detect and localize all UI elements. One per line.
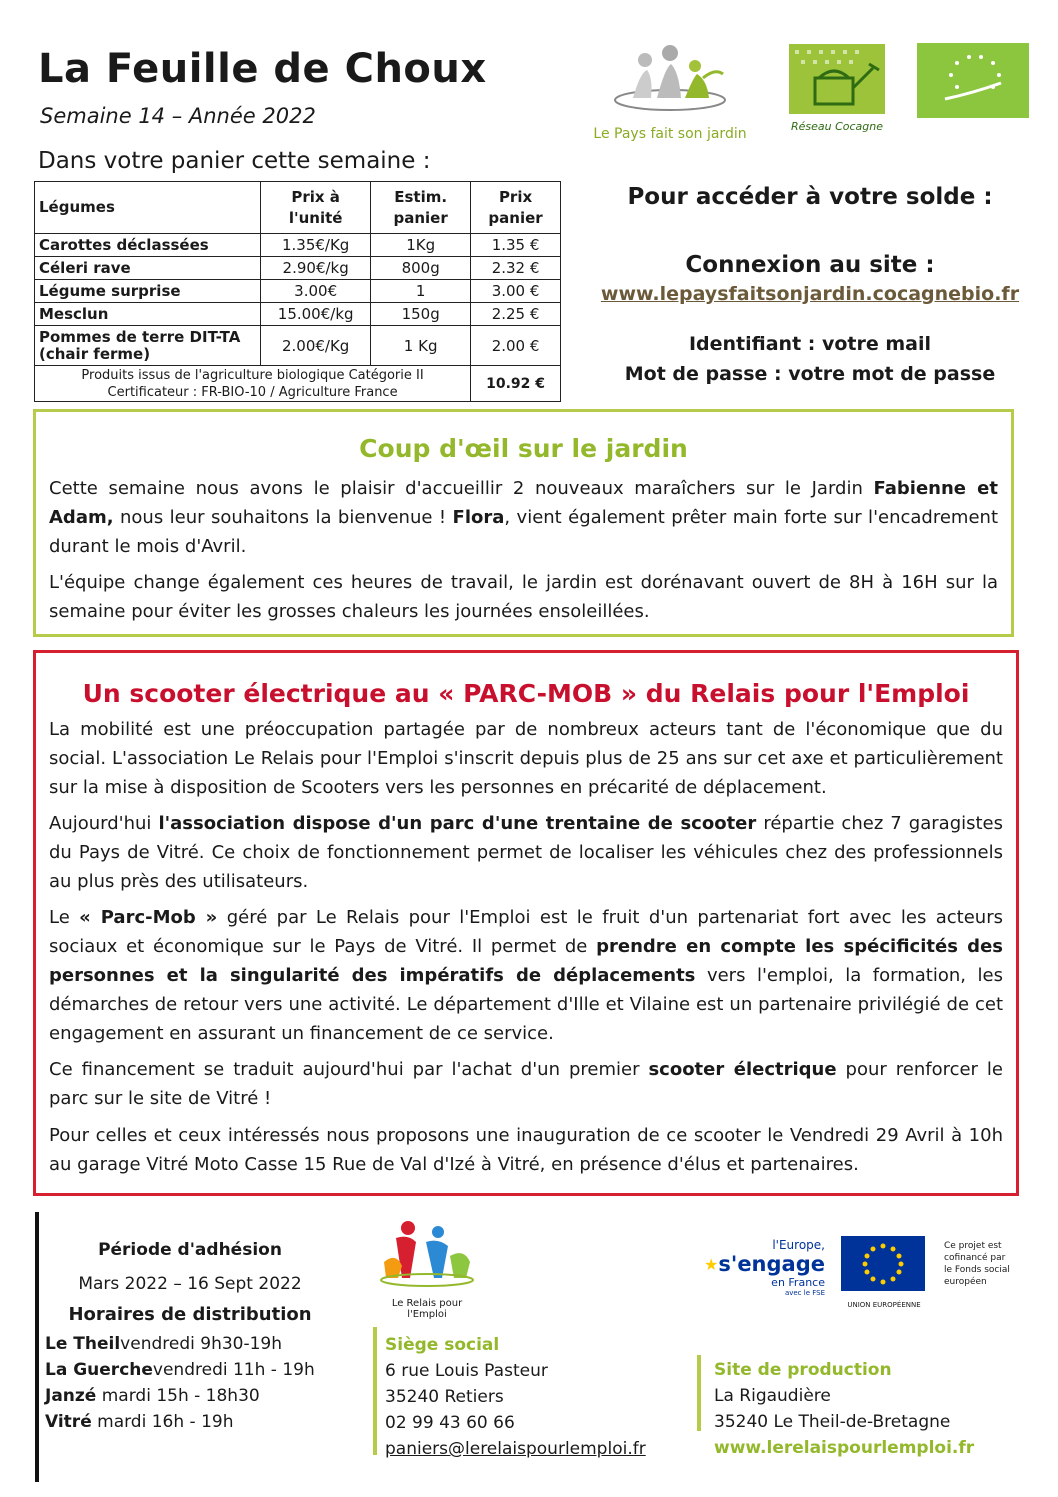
fse-note: Ce projet est cofinancé par le Fonds social européen [944,1241,1010,1287]
garden-title: Coup d'œil sur le jardin [359,434,688,463]
watering-can-icon [789,44,885,114]
people-icon [585,38,755,118]
relais-caption: Le Relais pour l'Emploi [391,1298,463,1320]
solde-heading: Pour accéder à votre solde : [627,184,993,210]
garden-section [33,409,1014,637]
list-item: Janzé mardi 15h - 18h30 [45,1386,260,1406]
period-dates: Mars 2022 – 16 Sept 2022 [78,1274,302,1294]
scooter-paragraph-3: Le « Parc-Mob » géré par Le Relais pour l'Emploi est le fruit d'un partenariat fort avec les acteurs sociaux et économique sur le Pays de Vitré. Il permet de prendre en compte les spécificités des personnes et la singularité des impératifs de déplacements vers l'emploi, la formation, les démarches de retour vers une activité. Le département d'Ille et Vilaine est un partenaire privilégié de cet engagement en assurant un financement de ce service. [49,907,1003,1044]
europe-line1: l'Europe, [772,1238,825,1252]
col-header-basket-price: Prix panier [471,182,561,234]
site-link[interactable]: www.lepaysfaitsonjardin.cocagnebio.fr [600,283,1020,305]
eu-organic-logo [917,43,1029,118]
scooter-paragraph-5: Pour celles et ceux intéressés nous proposons une inauguration de ce scooter le Vendredi 29 Avril à 10h au garage Vitré Moto Casse 15 Rue de Val d'Izé à Vitré, en présence d'élus et partenaires. [49,1125,1003,1175]
siege-email-link[interactable]: paniers@lerelaispourlemploi.fr [385,1439,646,1459]
table-row: Céleri rave 2.90€/kg 800g 2.32 € [35,257,561,280]
col-header-unit-price: Prix à l'unité [261,182,371,234]
scooter-paragraph-4: Ce financement se traduit aujourd'hui par l'achat d'un premier scooter électrique pour renforcer le parc sur le site de Vitré ! [49,1059,1003,1109]
week-subtitle: Semaine 14 – Année 2022 [40,104,316,128]
table-row: Mesclun 15.00€/kg 150g 2.25 € [35,303,561,326]
basket-total: 10.92 € [471,366,561,402]
organic-note: Produits issus de l'agriculture biologique Catégorie II [81,367,424,383]
site-heading: Site de production [714,1360,892,1380]
list-item: La Guerchevendredi 11h - 19h [45,1360,315,1380]
table-footer-row [35,366,561,402]
production-block [714,1357,974,1461]
europe-line3: en France [771,1276,825,1289]
table-row: Carottes déclassées 1.35€/Kg 1Kg 1.35 € [35,234,561,257]
scooter-paragraph-1: La mobilité est une préoccupation partagée par de nombreux acteurs tant de l'économique que du social. L'association Le Relais pour l'Emploi s'inscrit depuis plus de 25 ans sur cet axe et particulièrement sur la mise à disposition de Scooters vers les personnes en précarité de déplacement. [49,719,1003,798]
hours-list [45,1331,335,1435]
scooter-section [33,650,1019,1196]
europe-star-icon: ★ [704,1254,719,1274]
siege-address: 6 rue Louis Pasteur [385,1361,548,1381]
col-header-legumes: Légumes [35,182,261,234]
eu-flag-logo [841,1236,927,1316]
eu-organic-leaf-icon [917,43,1029,118]
list-item: Vitré mardi 16h - 19h [45,1412,234,1432]
basket-heading: Dans votre panier cette semaine : [38,148,431,174]
site-city: 35240 Le Theil-de-Bretagne [714,1412,951,1432]
col-header-estimate: Estim. panier [371,182,471,234]
siege-bar [373,1327,377,1455]
relais-people-icon [372,1218,482,1290]
site-url-link[interactable]: www.lerelaispourlemploi.fr [714,1438,975,1458]
scooter-title: Un scooter électrique au « PARC-MOB » du Relais pour l'Emploi [82,679,970,708]
garden-paragraph-1: Cette semaine nous avons le plaisir d'accueillir 2 nouveaux maraîchers sur le Jardin Fabienne et Adam, nous leur souhaitons la bienvenue ! Flora, vient également prêter main forte sur l'encadrement durant le mois d'Avril. [49,478,998,557]
europe-line2: s'engage [718,1252,825,1276]
eu-caption: UNION EUROPÉENNE [847,1301,921,1309]
certifier-note: Certificateur : FR-BIO-10 / Agriculture France [107,384,398,400]
connect-heading: Connexion au site : [685,252,935,278]
pays-logo-caption: Le Pays fait son jardin [593,126,747,142]
siege-block [385,1332,646,1462]
page-title: La Feuille de Choux [38,46,487,92]
europe-sengage-logo [705,1238,825,1308]
relais-logo [372,1218,482,1320]
eu-flag-icon [841,1236,925,1291]
membership-block [45,1240,335,1435]
cocagne-caption: Réseau Cocagne [790,120,884,133]
hours-heading: Horaires de distribution [68,1304,312,1325]
site-place: La Rigaudière [714,1386,831,1406]
pays-jardin-logo [585,38,755,142]
period-heading: Période d'adhésion [98,1240,282,1260]
scooter-paragraph-2: Aujourd'hui l'association dispose d'un parc d'une trentaine de scooter répartie chez 7 garagistes du Pays de Vitré. Ce choix de fonctionnement permet de localiser les véhicules chez des professionnels au plus près des utilisateurs. [49,813,1004,892]
siege-phone: 02 99 43 60 66 [385,1413,515,1433]
password-info: Mot de passe : votre mot de passe [624,363,996,385]
garden-paragraph-2: L'équipe change également ces heures de travail, le jardin est dorénavant ouvert de 8H à 16H sur la semaine pour éviter les grosses chaleurs les journées ensoleillées. [49,572,998,622]
siege-city: 35240 Retiers [385,1387,504,1407]
site-bar [697,1355,701,1431]
list-item: Le Theilvendredi 9h30-19h [45,1334,283,1354]
table-row: Légume surprise 3.00€ 1 3.00 € [35,280,561,303]
europe-line4: avec le FSE [784,1289,825,1297]
table-row: Pommes de terre DIT-TA (chair ferme) 2.00€/Kg 1 Kg 2.00 € [35,326,561,366]
footer-left-bar [35,1212,39,1482]
basket-table [34,181,561,402]
cocagne-logo [789,44,885,136]
siege-heading: Siège social [385,1335,500,1355]
login-info: Identifiant : votre mail [688,333,932,355]
